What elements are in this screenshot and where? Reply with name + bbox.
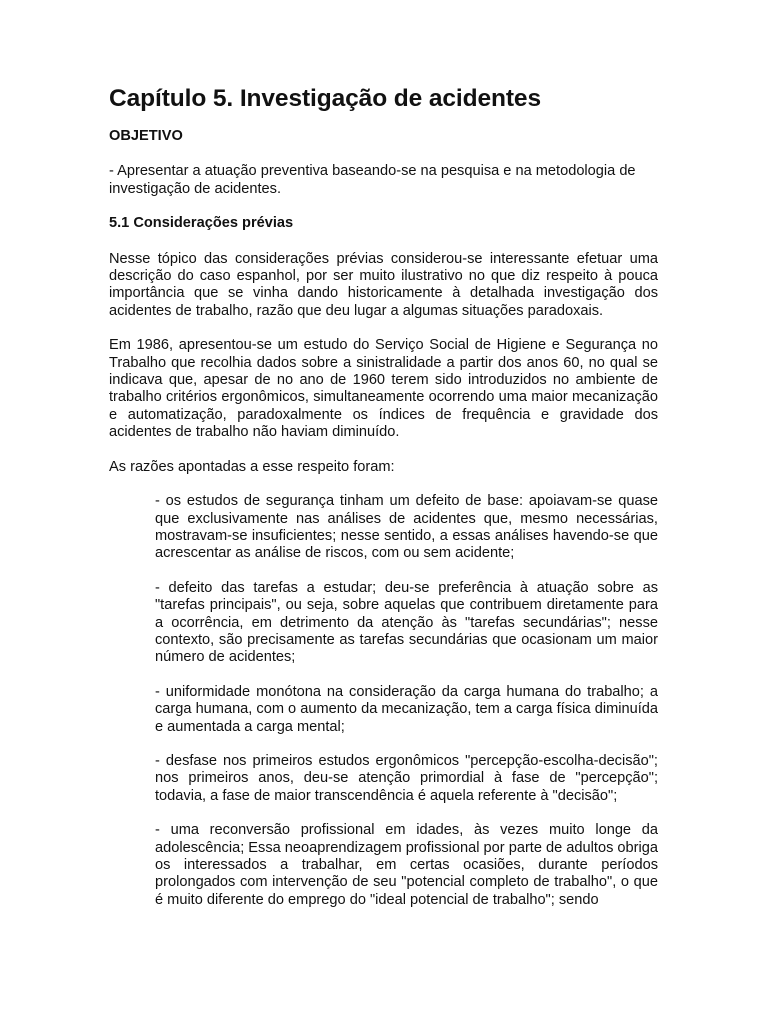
list-item: - uma reconversão profissional em idades, às vezes muito longe da adolescência; Essa neoaprendizagem profissional por parte de adultos obriga os interessados a trabalhar, em certas ocasiões, durante períodos prolongados com intervenção de seu "potencial completo de trabalho", o que é muito diferente do emprego do "ideal potencial de trabalho"; sendo: [155, 822, 658, 908]
paragraph: Nesse tópico das considerações prévias considerou-se interessante efetuar uma descrição do caso espanhol, por ser muito ilustrativo no que diz respeito à pouca importância que se vinha dando historicamente à detalhada investigação dos acidentes de trabalho, razão que deu lugar a algumas situações paradoxais.: [109, 250, 658, 319]
reasons-list: [155, 493, 658, 909]
objective-text: - Apresentar a atuação preventiva baseando-se na pesquisa e na metodologia de investigação de acidentes.: [109, 163, 636, 197]
paragraph: Em 1986, apresentou-se um estudo do Serviço Social de Higiene e Segurança no Trabalho que recolhia dados sobre a sinistralidade a partir dos anos 60, no qual se indicava que, apesar de no ano de 1960 terem sido introduzidos no ambiente de trabalho critérios ergonômicos, simultaneamente ocorrendo uma maior mecanização e automatização, paradoxalmente os índices de frequência e gravidade dos acidentes de trabalho não haviam diminuído.: [109, 337, 658, 441]
list-item: - os estudos de segurança tinham um defeito de base: apoiavam-se quase que exclusivamente nas análises de acidentes que, mesmo necessárias, mostravam-se insuficientes; nesse sentido, a essas análises havendo-se que acrescentar as análise de riscos, com ou sem acidente;: [155, 493, 658, 562]
chapter-title: Capítulo 5. Investigação de acidentes: [109, 85, 541, 112]
list-item: - uniformidade monótona na consideração da carga humana do trabalho; a carga humana, com o aumento da mecanização, tem a carga física diminuída e aumentada a carga mental;: [155, 683, 658, 735]
list-item: - desfase nos primeiros estudos ergonômicos "percepção-escolha-decisão"; nos primeiros anos, deu-se atenção primordial à fase de "percepção"; todavia, a fase de maior transcendência é aquela referente à "decisão";: [155, 752, 658, 804]
section-title: 5.1 Considerações prévias: [109, 215, 294, 232]
objective-label: OBJETIVO: [109, 128, 183, 144]
document-page: [109, 84, 658, 926]
list-item: - defeito das tarefas a estudar; deu-se preferência à atuação sobre as "tarefas principais", ou seja, sobre aquelas que contribuem diretamente para a ocorrência, em detrimento da atenção às "tarefas secundárias"; nesse contexto, são precisamente as tarefas secundárias que ocasionam um maior número de acidentes;: [155, 579, 658, 666]
paragraph: As razões apontadas a esse respeito foram:: [109, 458, 395, 475]
